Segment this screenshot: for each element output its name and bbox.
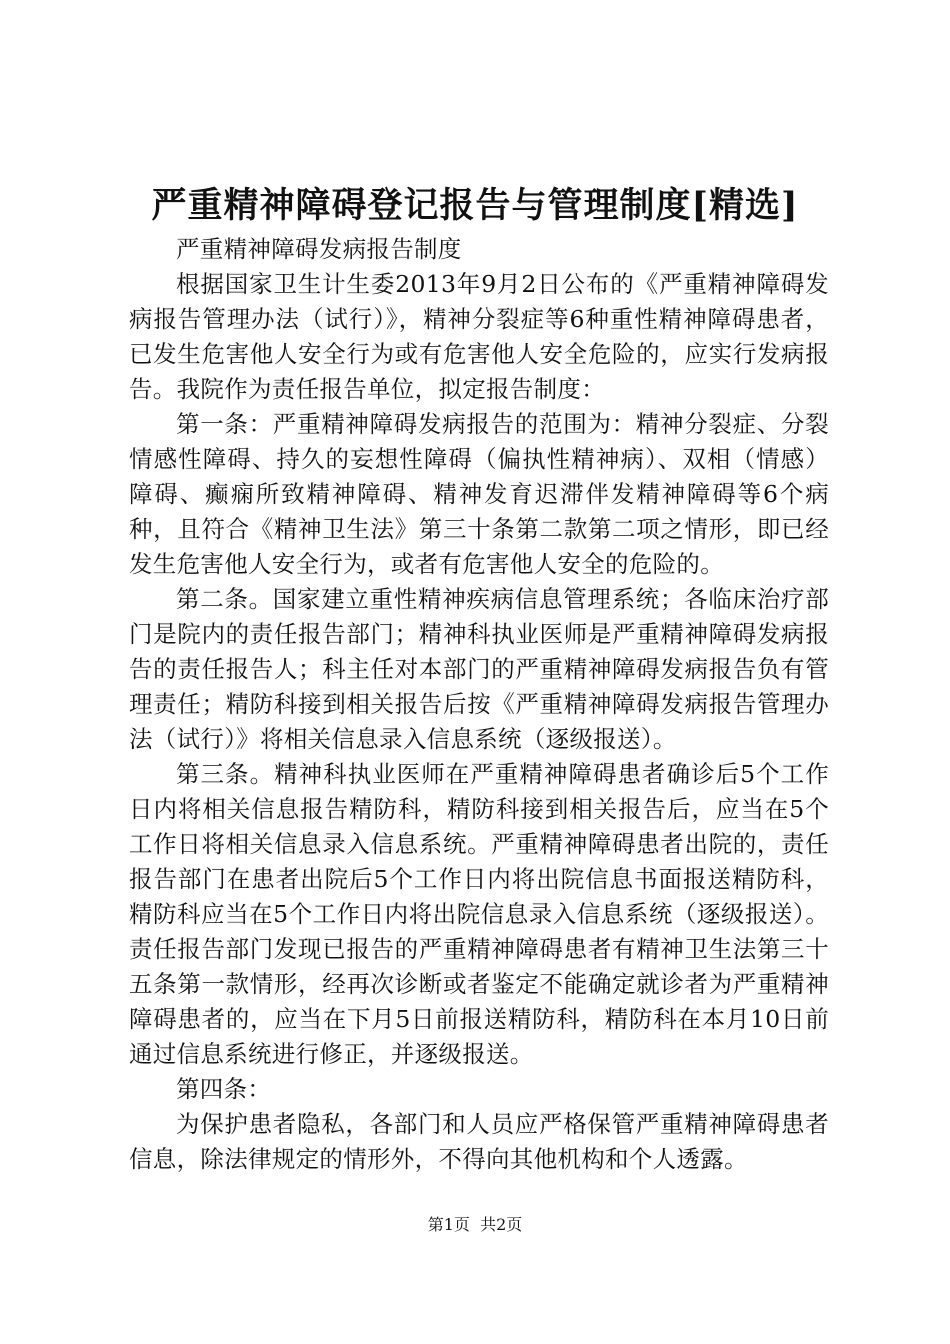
document-body xyxy=(129,232,829,1177)
paragraph-article-4-body: 为保护患者隐私，各部门和人员应严格保管严重精神障碍患者信息，除法律规定的情形外，不得向其他机构和个人透露。 xyxy=(129,1110,829,1173)
paragraph-subtitle: 严重精神障碍发病报告制度 xyxy=(176,235,462,263)
page-number-label: 第1页 共2页 xyxy=(427,1215,523,1234)
paragraph-article-2: 第二条。国家建立重性精神疾病信息管理系统；各临床治疗部门是院内的责任报告部门；精神科执业医师是严重精神障碍发病报告的责任报告人；科主任对本部门的严重精神障碍发病报告负有管理责任；精防科接到相关报告后按《严重精神障碍发病报告管理办法（试行）》将相关信息录入信息系统（逐级报送）。 xyxy=(129,585,829,753)
page-footer xyxy=(0,1213,950,1237)
paragraph-article-3: 第三条。精神科执业医师在严重精神障碍患者确诊后5个工作日内将相关信息报告精防科，精防科接到相关报告后，应当在5个工作日将相关信息录入信息系统。严重精神障碍患者出院的，责任报告部门在患者出院后5个工作日内将出院信息书面报送精防科，精防科应当在5个工作日内将出院信息录入信息系统（逐级报送）。责任报告部门发现已报告的严重精神障碍患者有精神卫生法第三十五条第一款情形，经再次诊断或者鉴定不能确定就诊者为严重精神障碍患者的，应当在下月5日前报送精防科，精防科在本月10日前通过信息系统进行修正，并逐级报送。 xyxy=(129,760,829,1068)
document-title: 严重精神障碍登记报告与管理制度[精选] xyxy=(151,185,799,226)
paragraph-article-4-heading: 第四条： xyxy=(176,1075,272,1103)
paragraph-article-1: 第一条：严重精神障碍发病报告的范围为：精神分裂症、分裂情感性障碍、持久的妄想性障碍（偏执性精神病）、双相（情感）障碍、癫痫所致精神障碍、精神发育迟滞伴发精神障碍等6个病种，且符合《精神卫生法》第三十条第二款第二项之情形，即已经发生危害他人安全行为，或者有危害他人安全的危险的。 xyxy=(129,410,829,578)
paragraph-intro: 根据国家卫生计生委2013年9月2日公布的《严重精神障碍发病报告管理办法（试行）》，精神分裂症等6种重性精神障碍患者，已发生危害他人安全行为或有危害他人安全危险的，应实行发病报告。我院作为责任报告单位，拟定报告制度： xyxy=(129,270,829,403)
